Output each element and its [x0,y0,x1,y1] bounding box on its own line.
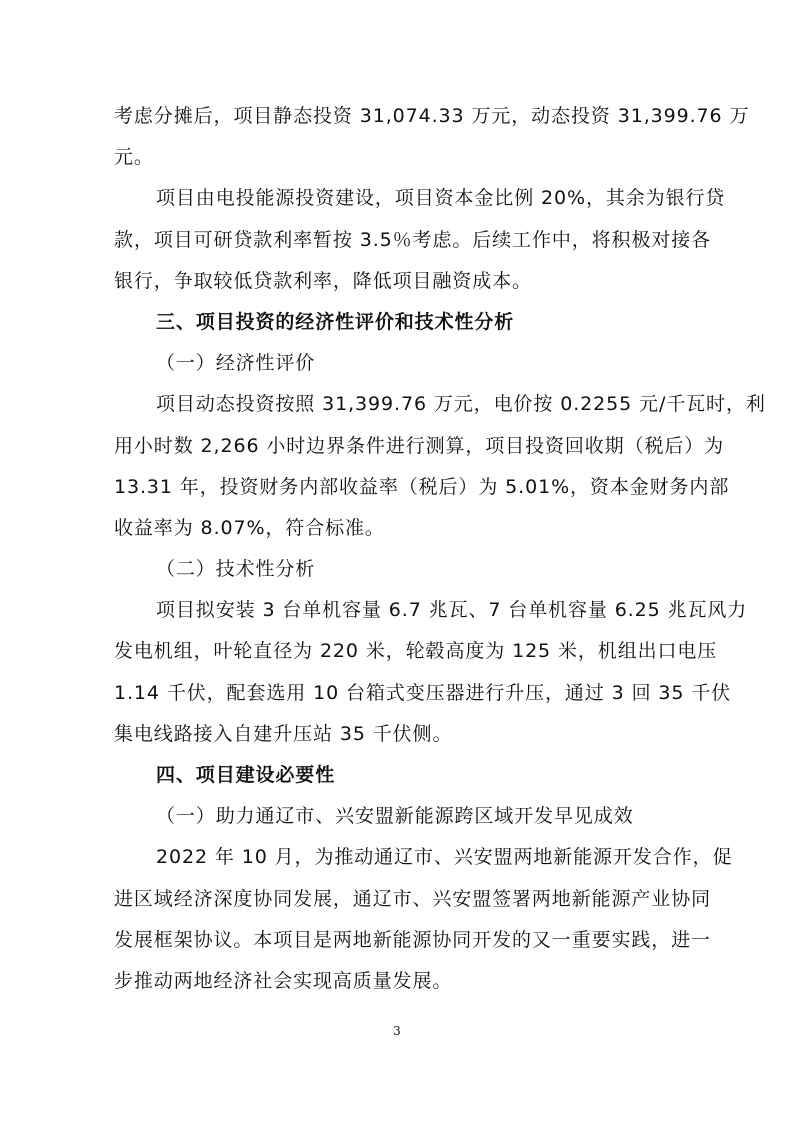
subsection-heading: （一）助力通辽市、兴安盟新能源跨区域开发早见成效 [156,805,634,828]
paragraph-line: 款，项目可研贷款利率暂按 3.5％考虑。后续工作中，将积极对接各 [114,228,712,251]
paragraph-line: 银行，争取较低贷款利率，降低项目融资成本。 [114,269,532,292]
paragraph-line: 1.14 千伏，配套选用 10 台箱式变压器进行升压，通过 3 回 35 千伏 [114,681,732,704]
paragraph-line: 进区域经济深度协同发展，通辽市、兴安盟签署两地新能源产业协同 [114,887,712,910]
paragraph-line: 考虑分摊后，项目静态投资 31,074.33 万元，动态投资 31,399.76 万 [114,105,750,127]
paragraph-line: 项目由电投能源投资建设，项目资本金比例 20%，其余为银行贷 [156,187,726,210]
section-heading: 三、项目投资的经济性评价和技术性分析 [156,310,515,333]
paragraph-line: 发展框架协议。本项目是两地新能源协同开发的又一重要实践，进一 [114,928,712,951]
paragraph-line: 项目拟安装 3 台单机容量 6.7 兆瓦、7 台单机容量 6.25 兆瓦风力 [156,599,748,622]
subsection-heading: （二）技术性分析 [156,558,316,581]
document-body [114,96,766,1002]
paragraph-line: 元。 [114,146,154,169]
paragraph-line: 集电线路接入自建升压站 35 千伏侧。 [114,722,453,745]
paragraph-line: 发电机组，叶轮直径为 220 米，轮毂高度为 125 米，机组出口电压 [114,640,718,663]
subsection-heading: （一）经济性评价 [156,352,316,375]
paragraph-line: 项目动态投资按照 31,399.76 万元，电价按 0.2255 元/千瓦时，利 [156,393,766,416]
paragraph-line: 收益率为 8.07%，符合标准。 [114,516,385,539]
section-heading: 四、项目建设必要性 [156,764,336,786]
page-number: 3 [393,1024,401,1038]
paragraph-line: 步推动两地经济社会实现高质量发展。 [114,969,453,992]
paragraph-line: 13.31 年，投资财务内部收益率（税后）为 5.01%，资本金财务内部 [114,475,730,498]
paragraph-line: 2022 年 10 月，为推动通辽市、兴安盟两地新能源开发合作，促 [156,846,733,869]
paragraph-line: 用小时数 2,266 小时边界条件进行测算，项目投资回收期（税后）为 [114,434,725,457]
